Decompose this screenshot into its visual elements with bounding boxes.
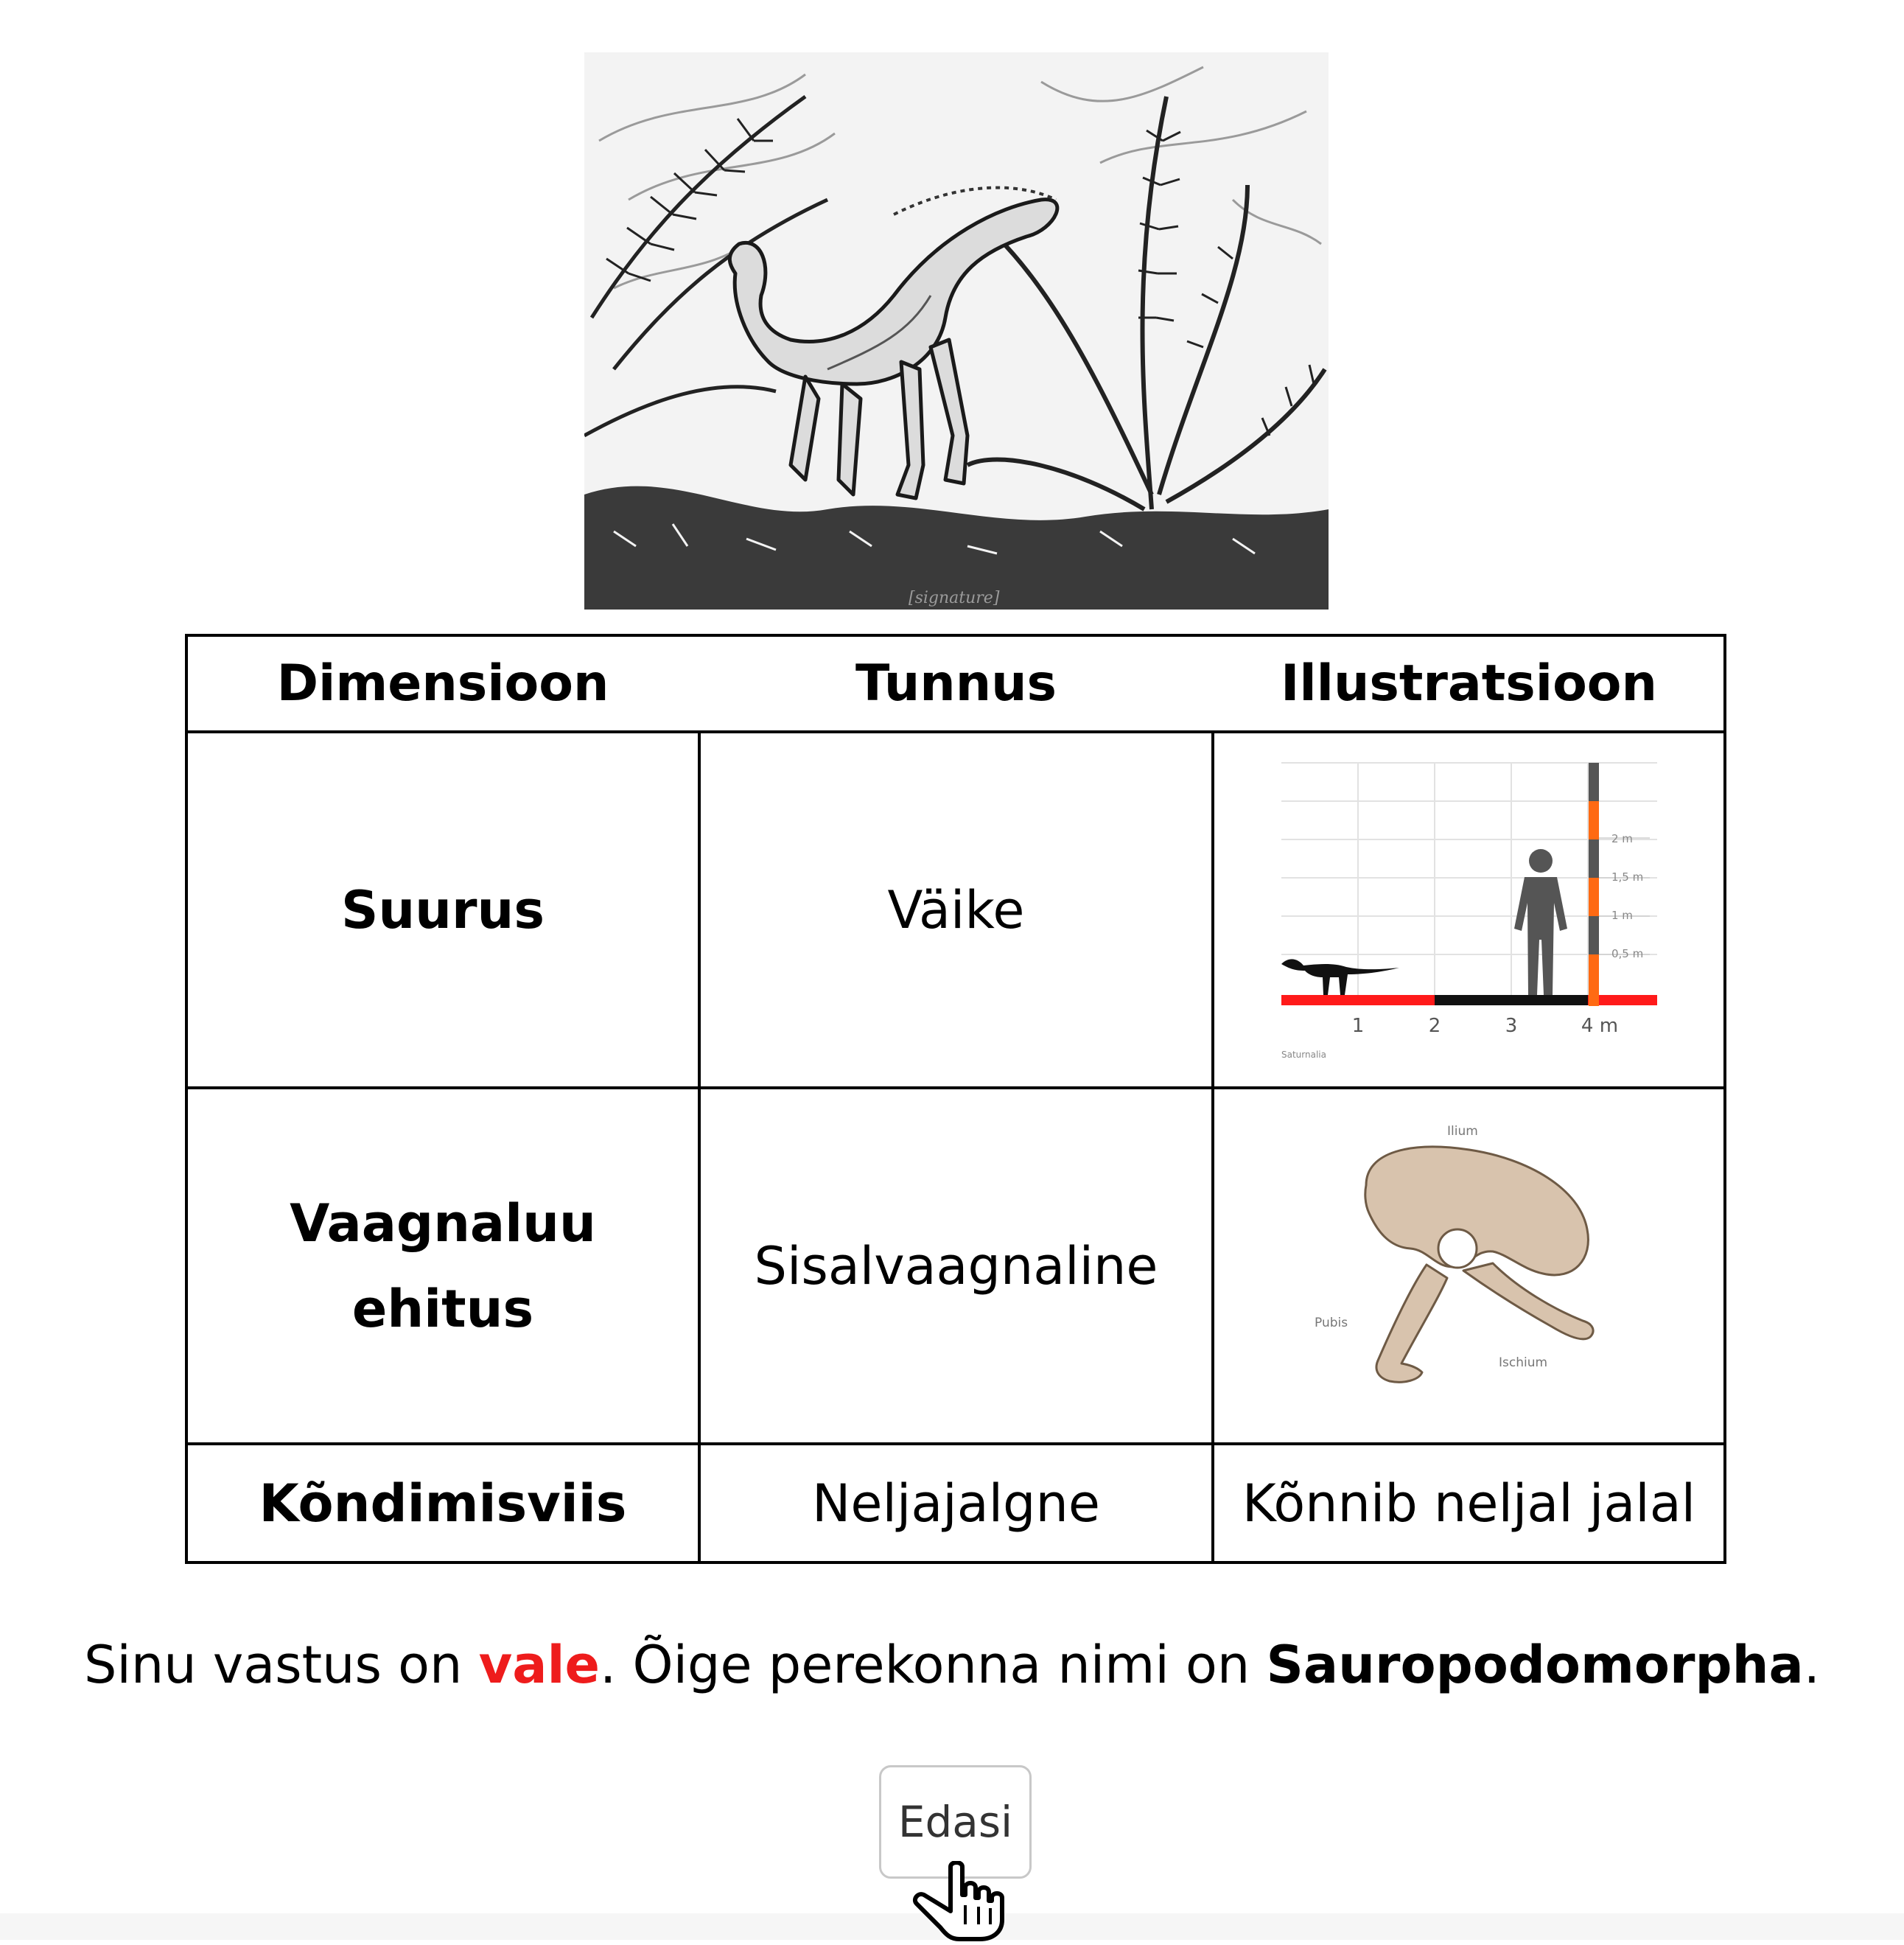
header-trait: Tunnus bbox=[855, 654, 1057, 713]
pelvis-diagram bbox=[1214, 1089, 1723, 1442]
correct-genus: Sauropodomorpha bbox=[1266, 1635, 1804, 1695]
label-ilium: Ilium bbox=[1446, 1123, 1478, 1139]
ischium-bone bbox=[1463, 1263, 1593, 1339]
height-tick-1m: 1 m bbox=[1611, 908, 1633, 922]
size-comparison-chart bbox=[1214, 733, 1723, 1086]
chart-caption: Saturnalia bbox=[1281, 1049, 1326, 1060]
traits-table bbox=[185, 634, 1726, 1564]
row-size-trait: Väike bbox=[887, 879, 1025, 940]
next-button[interactable]: Edasi bbox=[879, 1765, 1032, 1879]
height-tick-1-5m: 1,5 m bbox=[1611, 870, 1643, 884]
feedback-suffix: . bbox=[1803, 1635, 1820, 1695]
human-silhouette bbox=[1514, 849, 1567, 995]
scale-segment-1 bbox=[1281, 995, 1358, 1005]
label-ischium: Ischium bbox=[1498, 1355, 1547, 1370]
row-pelvis-trait: Sisalvaagnaline bbox=[754, 1235, 1158, 1296]
row-pelvis-dimension-line1: Vaagnaluu bbox=[290, 1193, 596, 1254]
row-size-dimension: Suurus bbox=[340, 879, 545, 940]
scale-segment-2 bbox=[1358, 995, 1435, 1005]
header-illustration: Illustratsioon bbox=[1281, 654, 1657, 713]
feedback-middle: . Õige perekonna nimi on bbox=[599, 1635, 1267, 1695]
row-gait-illustration: Kõnnib neljal jalal bbox=[1242, 1473, 1696, 1534]
feedback-verdict: vale bbox=[478, 1635, 600, 1695]
row-pelvis-dimension-line2: ehitus bbox=[351, 1278, 534, 1339]
scale-segment-3 bbox=[1435, 995, 1511, 1005]
answer-feedback bbox=[0, 1635, 1904, 1695]
height-tick-2m: 2 m bbox=[1611, 831, 1633, 845]
dinosaur-illustration bbox=[584, 52, 1329, 610]
illustration-signature: [signature] bbox=[909, 589, 1000, 607]
pubis-bone bbox=[1376, 1265, 1446, 1382]
hand-pointer-icon bbox=[906, 1861, 1017, 1945]
feedback-prefix: Sinu vastus on bbox=[84, 1635, 479, 1695]
scale-segment-4 bbox=[1511, 995, 1588, 1005]
x-tick-1: 1 bbox=[1351, 1014, 1364, 1037]
height-tick-0-5m: 0,5 m bbox=[1611, 946, 1643, 960]
label-pubis: Pubis bbox=[1314, 1315, 1348, 1330]
row-gait-trait: Neljajalgne bbox=[812, 1473, 1100, 1534]
saturnalia-silhouette bbox=[1281, 959, 1399, 995]
row-gait-dimension: Kõndimisviis bbox=[259, 1473, 627, 1534]
header-dimension: Dimensioon bbox=[276, 654, 609, 713]
x-tick-3: 3 bbox=[1505, 1014, 1517, 1037]
ilium-bone bbox=[1365, 1147, 1588, 1275]
x-tick-2: 2 bbox=[1428, 1014, 1441, 1037]
row-pelvis-dimension bbox=[188, 1089, 698, 1442]
x-tick-4: 4 m bbox=[1581, 1014, 1618, 1037]
